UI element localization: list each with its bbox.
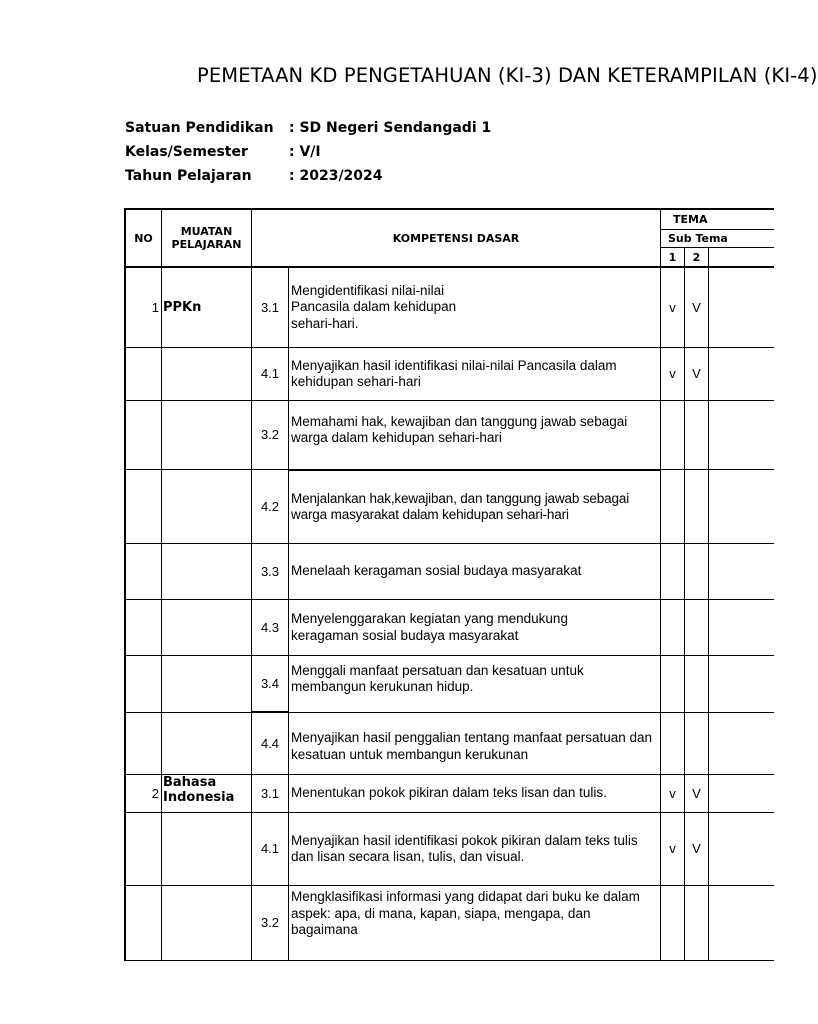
info-value: : V/I bbox=[289, 144, 321, 160]
info-value: : 2023/2024 bbox=[289, 168, 383, 184]
row-muatan: Bahasa Indonesia bbox=[163, 775, 235, 805]
row-kd-code: 4.1 bbox=[260, 366, 280, 381]
row-kd-code: 3.1 bbox=[260, 785, 280, 801]
info-label: Satuan Pendidikan bbox=[125, 120, 274, 136]
page-title: PEMETAAN KD PENGETAHUAN (KI-3) DAN KETERAMPILAN (KI-4) bbox=[197, 64, 818, 87]
row-kd-text: Memahami hak, kewajiban dan tanggung jawab sebagai warga dalam kehidupan sehari-hari bbox=[291, 413, 628, 445]
row-kd-code: 4.2 bbox=[260, 499, 280, 514]
row-no: 1 bbox=[151, 299, 159, 315]
row-kd-text: Menyelenggarakan kegiatan yang mendukung keragaman sosial budaya masyarakat bbox=[291, 611, 568, 643]
row-mark-sub1: v bbox=[669, 785, 676, 801]
row-kd-text: Menyajikan hasil identifikasi pokok pikiran dalam teks tulis dan lisan secara lisan, tulis, dan visual. bbox=[291, 832, 638, 864]
row-kd-code: 3.3 bbox=[260, 563, 280, 579]
info-label: Tahun Pelajaran bbox=[125, 168, 252, 184]
row-kd-code: 3.2 bbox=[260, 915, 280, 930]
row-kd-code: 4.3 bbox=[260, 619, 280, 635]
header-kompetensi-dasar: KOMPETENSI DASAR bbox=[392, 231, 520, 245]
row-muatan: PPKn bbox=[163, 300, 202, 315]
header-subtema: Sub Tema bbox=[668, 231, 728, 245]
row-kd-code: 3.4 bbox=[260, 676, 280, 691]
kd-mapping-table bbox=[124, 208, 774, 961]
info-value: : SD Negeri Sendangadi 1 bbox=[289, 120, 492, 136]
row-kd-text: Menelaah keragaman sosial budaya masyarakat bbox=[291, 563, 582, 579]
header-sub-1: 1 bbox=[668, 250, 677, 264]
row-kd-text: Mengklasifikasi informasi yang didapat dari buku ke dalam aspek: apa, di mana, kapan, siapa, mengapa, dan bagaimana bbox=[291, 889, 640, 938]
info-label: Kelas/Semester bbox=[125, 144, 248, 160]
row-mark-sub2: V bbox=[692, 785, 701, 801]
row-mark-sub2: V bbox=[692, 299, 701, 315]
row-kd-code: 4.4 bbox=[260, 735, 280, 751]
row-mark-sub1: v bbox=[669, 366, 676, 381]
header-sub-2: 2 bbox=[692, 250, 701, 264]
header-tema: TEMA bbox=[673, 212, 708, 226]
row-kd-code: 3.1 bbox=[260, 299, 280, 315]
row-kd-text: Menyajikan hasil identifikasi nilai-nilai Pancasila dalam kehidupan sehari-hari bbox=[291, 357, 617, 389]
row-mark-sub1: v bbox=[669, 299, 676, 315]
row-mark-sub2: V bbox=[692, 841, 701, 856]
row-mark-sub1: v bbox=[669, 841, 676, 856]
row-no: 2 bbox=[151, 785, 159, 801]
row-kd-text: Menentukan pokok pikiran dalam teks lisan dan tulis. bbox=[291, 785, 607, 801]
row-kd-code: 3.2 bbox=[260, 427, 280, 442]
row-kd-text: Mengidentifikasi nilai-nilai Pancasila dalam kehidupan sehari-hari. bbox=[291, 282, 457, 331]
row-kd-text: Menggali manfaat persatuan dan kesatuan untuk membangun kerukunan hidup. bbox=[291, 662, 584, 694]
row-kd-text: Menyajikan hasil penggalian tentang manfaat persatuan dan kesatuan untuk membangun kerukunan bbox=[291, 730, 653, 762]
row-mark-sub2: V bbox=[692, 366, 701, 381]
header-no: NO bbox=[134, 231, 153, 245]
row-kd-code: 4.1 bbox=[260, 841, 280, 856]
header-muatan-pelajaran: MUATAN PELAJARAN bbox=[171, 225, 242, 251]
row-kd-text: Menjalankan hak,kewajiban, dan tanggung jawab sebagai warga masyarakat dalam kehidupan sehari-hari bbox=[291, 490, 630, 522]
